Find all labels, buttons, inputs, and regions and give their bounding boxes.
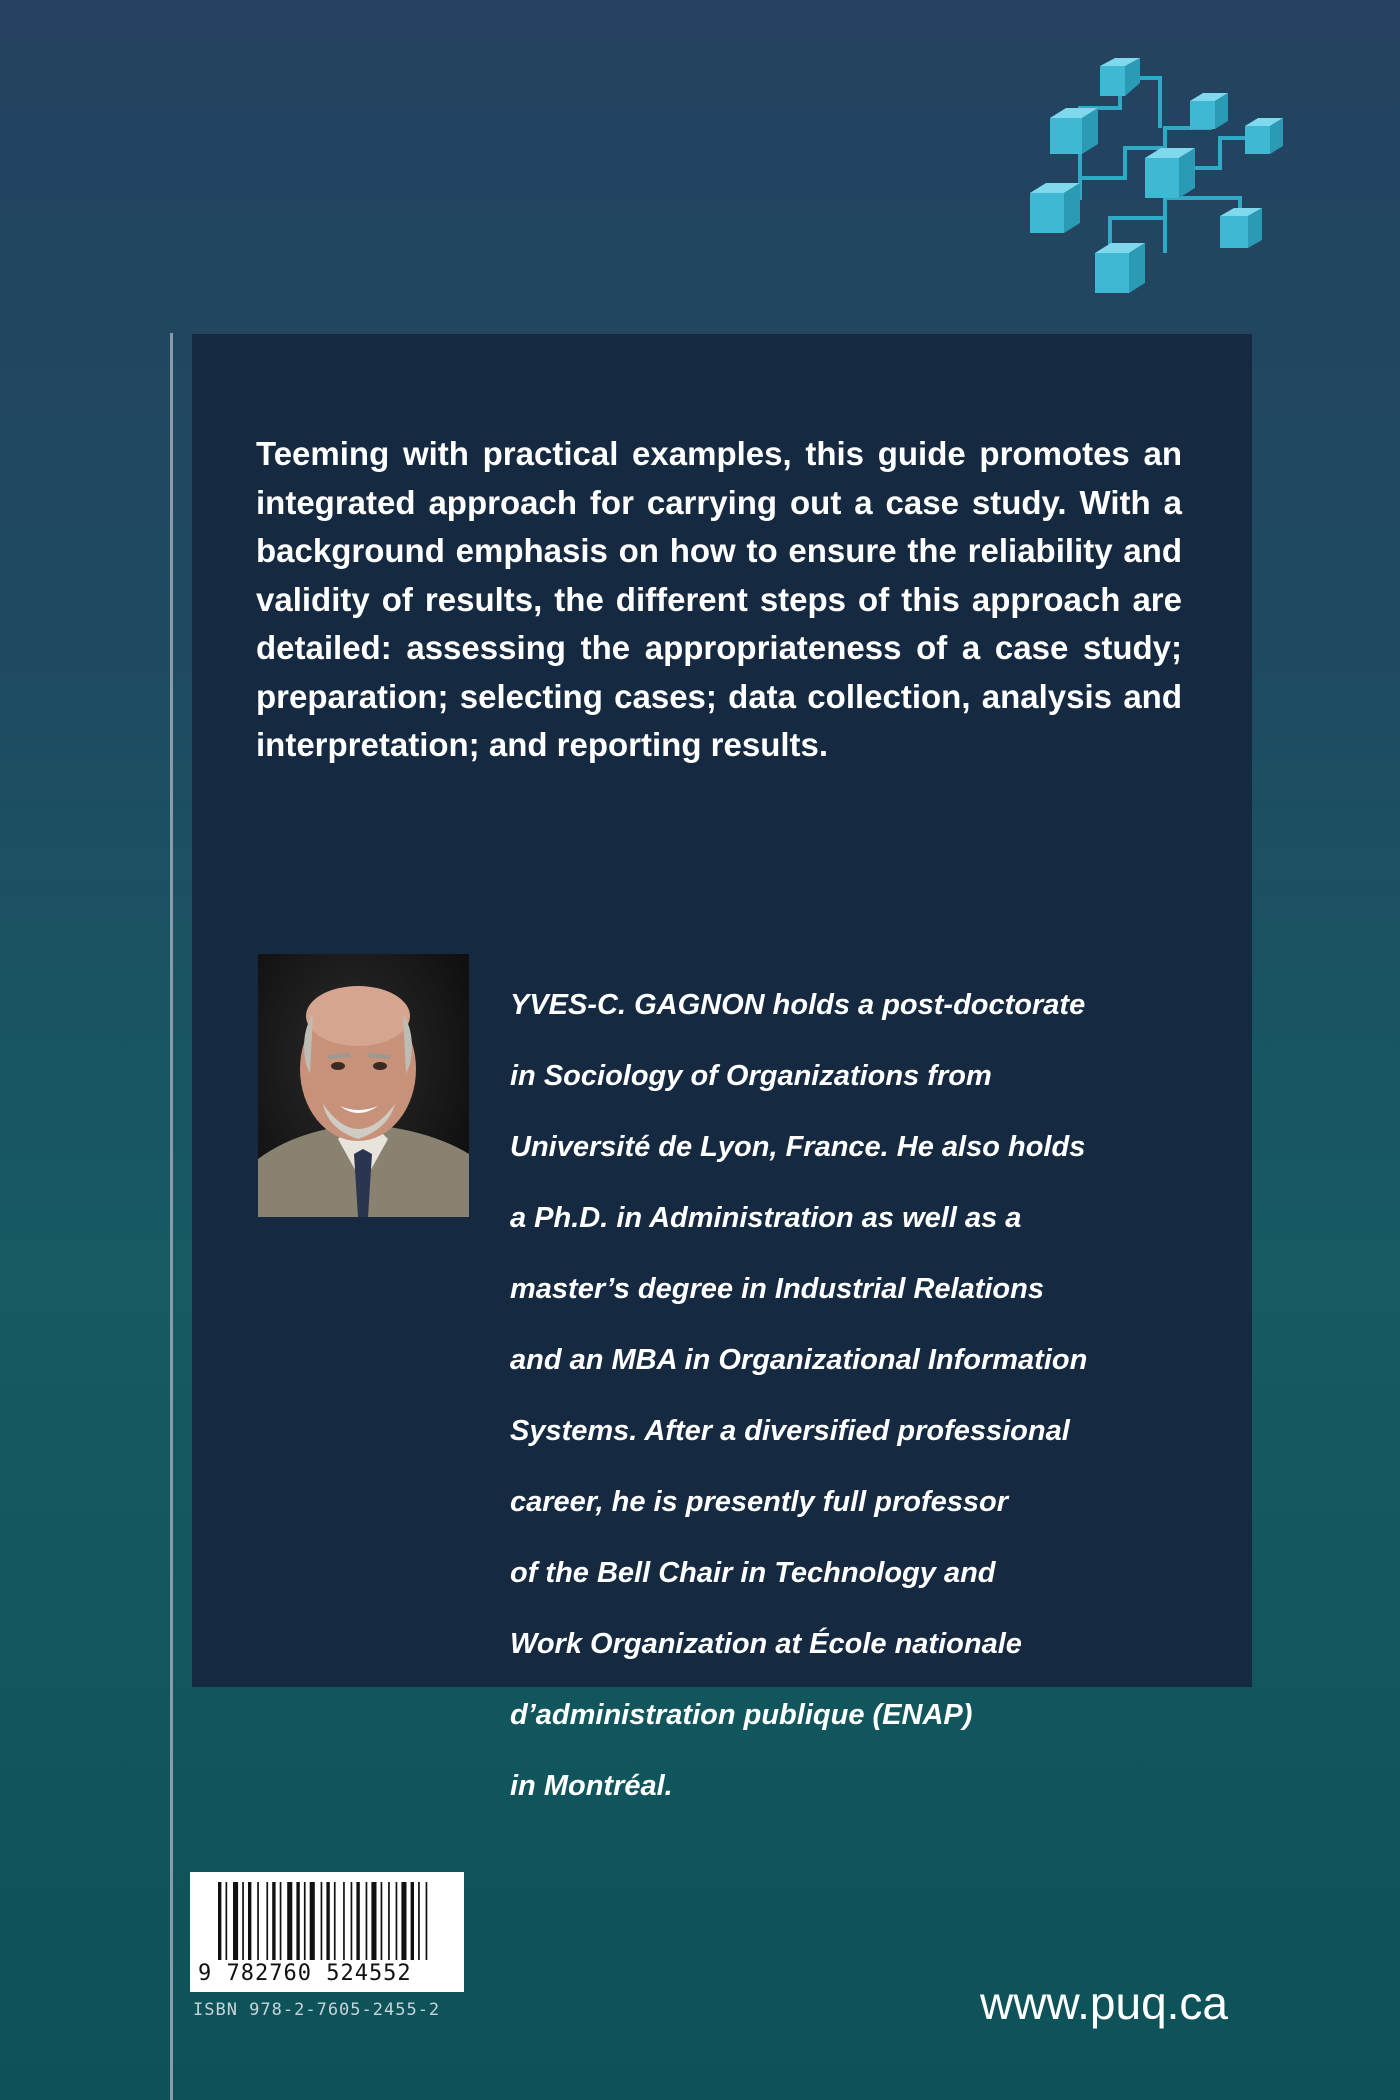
- bio-line: Work Organization at École nationale: [510, 1627, 1022, 1660]
- bio-line: d’administration publique (ENAP): [510, 1698, 973, 1731]
- barcode-bar: [396, 1882, 398, 1960]
- bio-line: YVES-C. GAGNON holds a post-doctorate: [510, 988, 1086, 1021]
- barcode-bar: [388, 1882, 390, 1960]
- barcode-bar: [418, 1882, 420, 1960]
- bio-line: and an MBA in Organizational Information: [510, 1343, 1088, 1376]
- barcode-bar: [218, 1882, 221, 1960]
- cube-group: [1030, 58, 1283, 293]
- barcode-bar: [226, 1882, 228, 1960]
- bio-line: Université de Lyon, France. He also holds: [510, 1130, 1086, 1163]
- barcode-bar: [356, 1882, 359, 1960]
- book-description: Teeming with practical examples, this guide promotes an integrated approach for carrying out a case study. With a background emphasis on how to ensure the reliability and validity of results, the different steps of this approach are detailed: assessing the appropriateness of a case study; preparation; selecting cases; data collection, analysis and interpretation; and reporting results.: [256, 435, 1182, 763]
- publisher-website: www.puq.ca: [980, 1977, 1229, 2029]
- bio-line: Systems. After a diversified professional: [510, 1414, 1070, 1447]
- barcode-digits: 9 782760 524552: [198, 1961, 412, 1986]
- barcode-bar: [272, 1882, 275, 1960]
- portrait-illustration: [258, 954, 469, 1217]
- author-bio: [510, 952, 1210, 1840]
- barcode-bar: [411, 1882, 414, 1960]
- barcode-bar: [343, 1882, 345, 1960]
- barcode-bar: [381, 1882, 383, 1960]
- barcode: [190, 1872, 464, 1992]
- barcode-bar: [351, 1882, 353, 1960]
- bio-line: in Sociology of Organizations from: [510, 1059, 992, 1092]
- bio-line: in Montréal.: [510, 1769, 673, 1802]
- barcode-bar: [401, 1882, 406, 1960]
- barcode-bar: [233, 1882, 238, 1960]
- isbn-number: ISBN 978-2-7605-2455-2: [193, 2000, 441, 2020]
- bio-line: career, he is presently full professor: [510, 1485, 1009, 1518]
- bio-line: master’s degree in Industrial Relations: [510, 1272, 1044, 1305]
- barcode-bar: [257, 1882, 259, 1960]
- barcode-bar: [366, 1882, 368, 1960]
- barcode-bar: [321, 1882, 323, 1960]
- barcode-bar: [287, 1882, 292, 1960]
- barcode-bar: [426, 1882, 428, 1960]
- bio-line: of the Bell Chair in Technology and: [510, 1556, 996, 1589]
- network-cubes-icon: [1020, 48, 1300, 328]
- author-portrait: [258, 954, 469, 1217]
- barcode-bar: [326, 1882, 329, 1960]
- barcode-bar: [371, 1882, 376, 1960]
- spine-divider: [170, 333, 173, 2100]
- barcode-bar: [248, 1882, 251, 1960]
- barcode-bar: [242, 1882, 244, 1960]
- barcode-bar: [334, 1882, 336, 1960]
- barcode-bar: [296, 1882, 299, 1960]
- barcode-bar: [266, 1882, 268, 1960]
- barcode-bar: [304, 1882, 306, 1960]
- barcode-bar: [310, 1882, 315, 1960]
- bio-line: a Ph.D. in Administration as well as a: [510, 1201, 1022, 1234]
- barcode-bar: [280, 1882, 282, 1960]
